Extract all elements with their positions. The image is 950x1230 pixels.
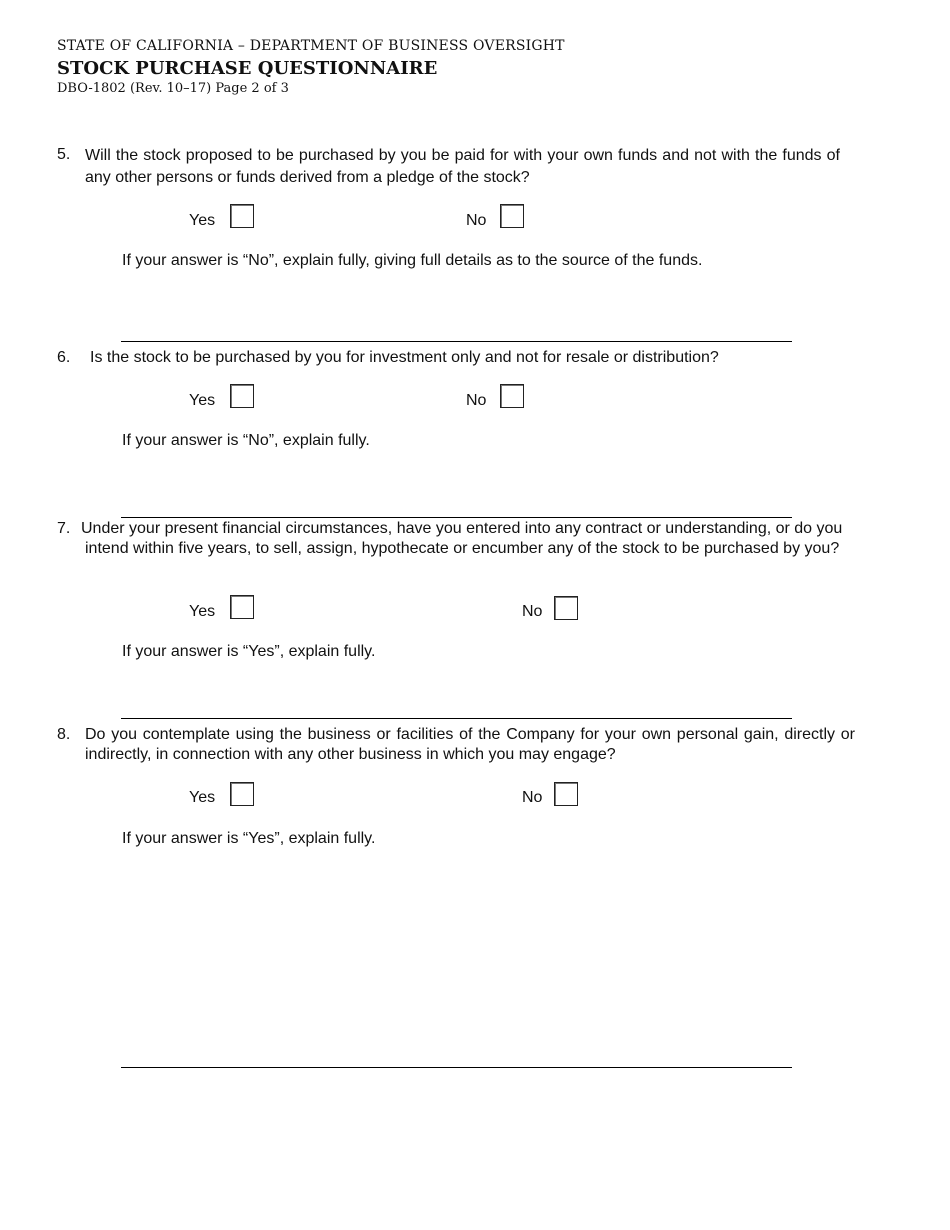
explanation-instruction: If your answer is “No”, explain fully, giving full details as to the source of the funds. [122, 252, 703, 269]
question-text [81, 519, 866, 559]
question-text: Is the stock to be purchased by you for investment only and not for resale or distribution? [90, 349, 719, 366]
no-checkbox[interactable] [500, 384, 524, 408]
question-number: 7. [57, 520, 71, 537]
question-text: Will the stock proposed to be purchased by you be paid for with your own funds and not with the funds of any other persons or funds derived from a pledge of the stock? [85, 147, 840, 186]
yes-checkbox[interactable] [230, 595, 254, 619]
question-text-content: Under your present financial circumstances, have you entered into any contract or understanding, or do you intend within five years, to sell, assign, hypothecate or encumber any of the stock to be purchased by you? [81, 520, 843, 557]
answer-line[interactable] [121, 1067, 792, 1068]
explanation-instruction: If your answer is “Yes”, explain fully. [122, 643, 376, 660]
agency-header: STATE OF CALIFORNIA – DEPARTMENT OF BUSINESS OVERSIGHT [57, 38, 565, 54]
yes-label: Yes [189, 789, 216, 806]
answer-line[interactable] [121, 517, 792, 518]
question-number: 5. [57, 146, 71, 163]
yes-checkbox[interactable] [230, 204, 254, 228]
no-checkbox[interactable] [554, 596, 578, 620]
yes-label: Yes [189, 392, 216, 409]
question-number: 8. [57, 726, 71, 743]
yes-label: Yes [189, 212, 216, 229]
no-label: No [466, 212, 487, 229]
form-number: DBO-1802 (Rev. 10–17) Page 2 of 3 [57, 81, 289, 96]
yes-checkbox[interactable] [230, 782, 254, 806]
explanation-instruction: If your answer is “Yes”, explain fully. [122, 830, 376, 847]
yes-label: Yes [189, 603, 216, 620]
question-text: Do you contemplate using the business or facilities of the Company for your own personal gain, directly or indirectly, in connection with any other business in which you may engage? [85, 726, 855, 763]
yes-checkbox[interactable] [230, 384, 254, 408]
no-label: No [466, 392, 487, 409]
no-label: No [522, 789, 543, 806]
no-checkbox[interactable] [500, 204, 524, 228]
answer-line[interactable] [121, 341, 792, 342]
no-label: No [522, 603, 543, 620]
question-number: 6. [57, 349, 71, 366]
answer-line[interactable] [121, 718, 792, 719]
form-title: STOCK PURCHASE QUESTIONNAIRE [57, 58, 438, 79]
no-checkbox[interactable] [554, 782, 578, 806]
explanation-instruction: If your answer is “No”, explain fully. [122, 432, 370, 449]
